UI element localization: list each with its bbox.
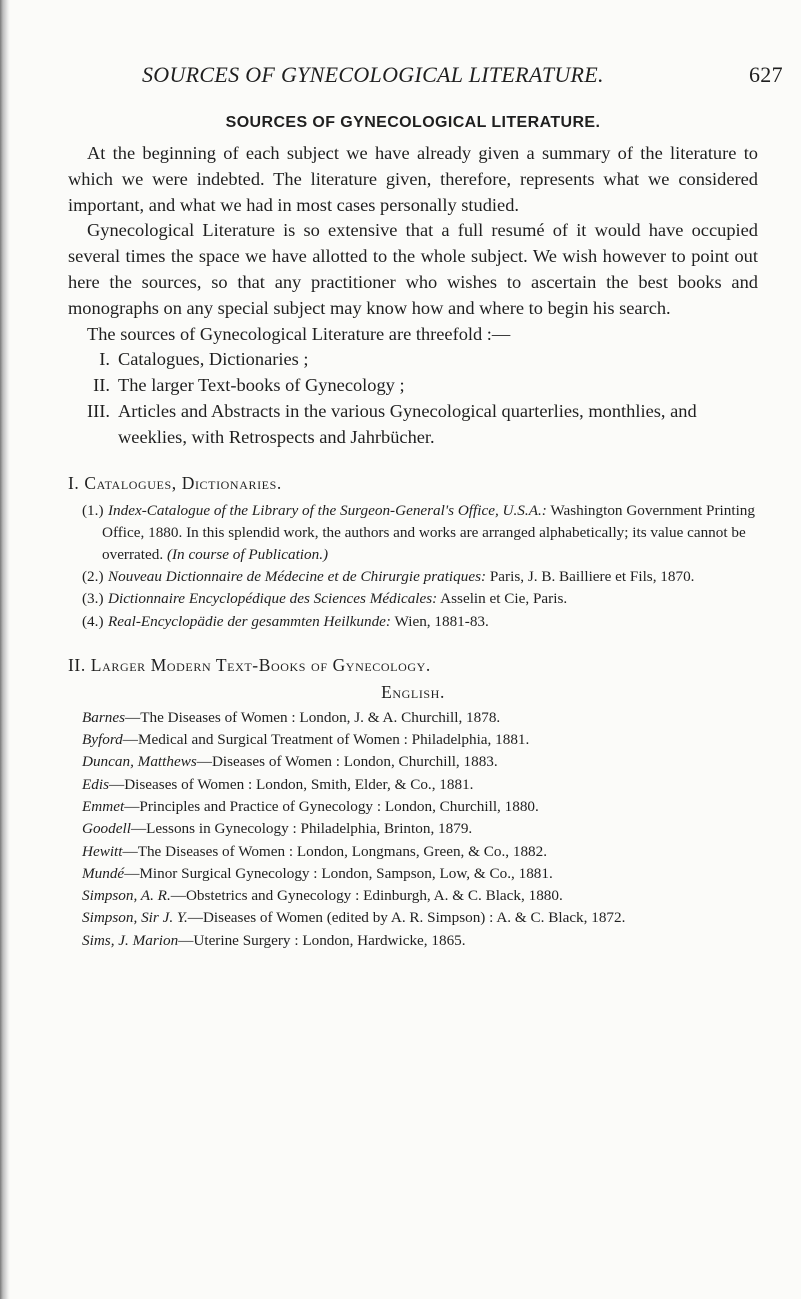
reference-number: (3.) xyxy=(82,590,104,608)
book-author: Emmet xyxy=(82,797,125,815)
reference-number: (4.) xyxy=(82,612,104,630)
reference-number: (2.) xyxy=(82,568,104,586)
book-details: —Diseases of Women : London, Smith, Elder, & Co., 1881. xyxy=(109,775,474,793)
list-item-text: The larger Text-books of Gynecology ; xyxy=(118,375,405,396)
paragraph-extent: Gynecological Literature is so extensive that a full resumé of it would have occupied several times the space we have allotted to the whole subject. We wish however to point out here the sources, so that any practitioner who wishes to ascertain the best books and monographs on any special subject may know how and where to begin his search. xyxy=(68,220,758,318)
section-heading-textbooks: II. Larger Modern Text-Books of Gynecology. xyxy=(68,654,431,675)
book-details: —Lessons in Gynecology : Philadelphia, Brinton, 1879. xyxy=(130,820,473,838)
reference-details: Washington Government Printing Office, 1880. In this splendid work, the authors and works are arranged alphabetically; its value cannot be overrated. xyxy=(102,501,755,563)
reference-item xyxy=(82,566,758,588)
reference-title: Nouveau Dictionnaire de Médecine et de Chirurgie pratiques: xyxy=(108,568,487,586)
book-entry xyxy=(82,841,758,863)
reference-title: Dictionnaire Encyclopédique des Sciences Médicales: xyxy=(108,590,438,608)
book-details: —Uterine Surgery : London, Hardwicke, 1865. xyxy=(178,931,466,949)
list-item-number: III. xyxy=(87,400,110,421)
reference-details: Wien, 1881-83. xyxy=(390,612,489,630)
list-item xyxy=(68,373,758,399)
subheading-english: English. xyxy=(381,681,445,702)
book-entry xyxy=(82,796,758,818)
book-entry xyxy=(82,818,758,840)
reference-note: (In course of Publication.) xyxy=(166,545,329,563)
book-details: —Principles and Practice of Gynecology : London, Churchill, 1880. xyxy=(124,797,539,815)
book-author: Byford xyxy=(82,731,123,749)
page-number: 627 xyxy=(749,62,783,87)
book-entry xyxy=(82,707,758,729)
sources-list xyxy=(68,347,758,450)
book-author: Goodell xyxy=(82,820,131,838)
book-entry xyxy=(82,930,758,952)
book-author: Simpson, A. R. xyxy=(82,887,171,905)
book-author: Duncan, Matthews xyxy=(82,753,197,771)
book-details: —Medical and Surgical Treatment of Women : Philadelphia, 1881. xyxy=(122,731,530,749)
book-details: —Minor Surgical Gynecology : London, Sampson, Low, & Co., 1881. xyxy=(124,864,553,882)
book-author: Edis xyxy=(82,775,110,793)
book-entry xyxy=(82,751,758,773)
list-item-number: I. xyxy=(99,349,110,370)
book-author: Mundé xyxy=(82,864,125,882)
book-author: Sims, J. Marion xyxy=(82,931,179,949)
book-details: —Diseases of Women : London, Churchill, 1883. xyxy=(196,753,498,771)
book-author: Hewitt xyxy=(82,842,123,860)
book-entry xyxy=(82,907,758,929)
list-item-number: II. xyxy=(93,375,110,396)
book-author: Simpson, Sir J. Y. xyxy=(82,909,188,927)
reference-details: Paris, J. B. Bailliere et Fils, 1870. xyxy=(486,568,695,586)
list-item xyxy=(68,347,758,373)
chapter-heading: SOURCES OF GYNECOLOGICAL LITERATURE. xyxy=(225,114,601,131)
book-author: Barnes xyxy=(82,708,126,726)
textbook-list xyxy=(68,707,758,952)
section-heading-catalogues: I. Catalogues, Dictionaries. xyxy=(68,472,282,493)
reference-item xyxy=(82,611,758,633)
running-head-title: SOURCES OF GYNECOLOGICAL LITERATURE. xyxy=(142,62,604,87)
paragraph-intro: At the beginning of each subject we have already given a summary of the literature to which we were indebted. The literature given, therefore, represents what we considered important, and what we had in most cases personally studied. xyxy=(68,143,758,215)
page-edge xyxy=(0,0,10,1299)
book-entry xyxy=(82,863,758,885)
reference-title: Real-Encyclopädie der gesammten Heilkunde: xyxy=(108,612,391,630)
book-entry xyxy=(82,729,758,751)
reference-item xyxy=(82,500,758,567)
book-entry xyxy=(82,885,758,907)
page-content xyxy=(68,114,758,952)
list-item-text: Articles and Abstracts in the various Gynecological quarterlies, monthlies, and weeklies, with Retrospects and Jahrbücher. xyxy=(118,400,697,447)
book-details: —Diseases of Women (edited by A. R. Simpson) : A. & C. Black, 1872. xyxy=(187,909,626,927)
paragraph-threefold: The sources of Gynecological Literature are threefold :— xyxy=(87,323,511,344)
list-item xyxy=(68,399,758,451)
book-details: —The Diseases of Women : London, J. & A. Churchill, 1878. xyxy=(125,708,501,726)
reference-details: Asselin et Cie, Paris. xyxy=(437,590,568,608)
book-entry xyxy=(82,774,758,796)
list-item-text: Catalogues, Dictionaries ; xyxy=(118,349,309,370)
reference-title: Index-Catalogue of the Library of the Surgeon-General's Office, U.S.A.: xyxy=(108,501,547,519)
reference-number: (1.) xyxy=(82,501,104,519)
catalogue-references xyxy=(68,500,758,633)
book-details: —Obstetrics and Gynecology : Edinburgh, A. & C. Black, 1880. xyxy=(170,887,563,905)
book-details: —The Diseases of Women : London, Longmans, Green, & Co., 1882. xyxy=(122,842,548,860)
reference-item xyxy=(82,588,758,610)
